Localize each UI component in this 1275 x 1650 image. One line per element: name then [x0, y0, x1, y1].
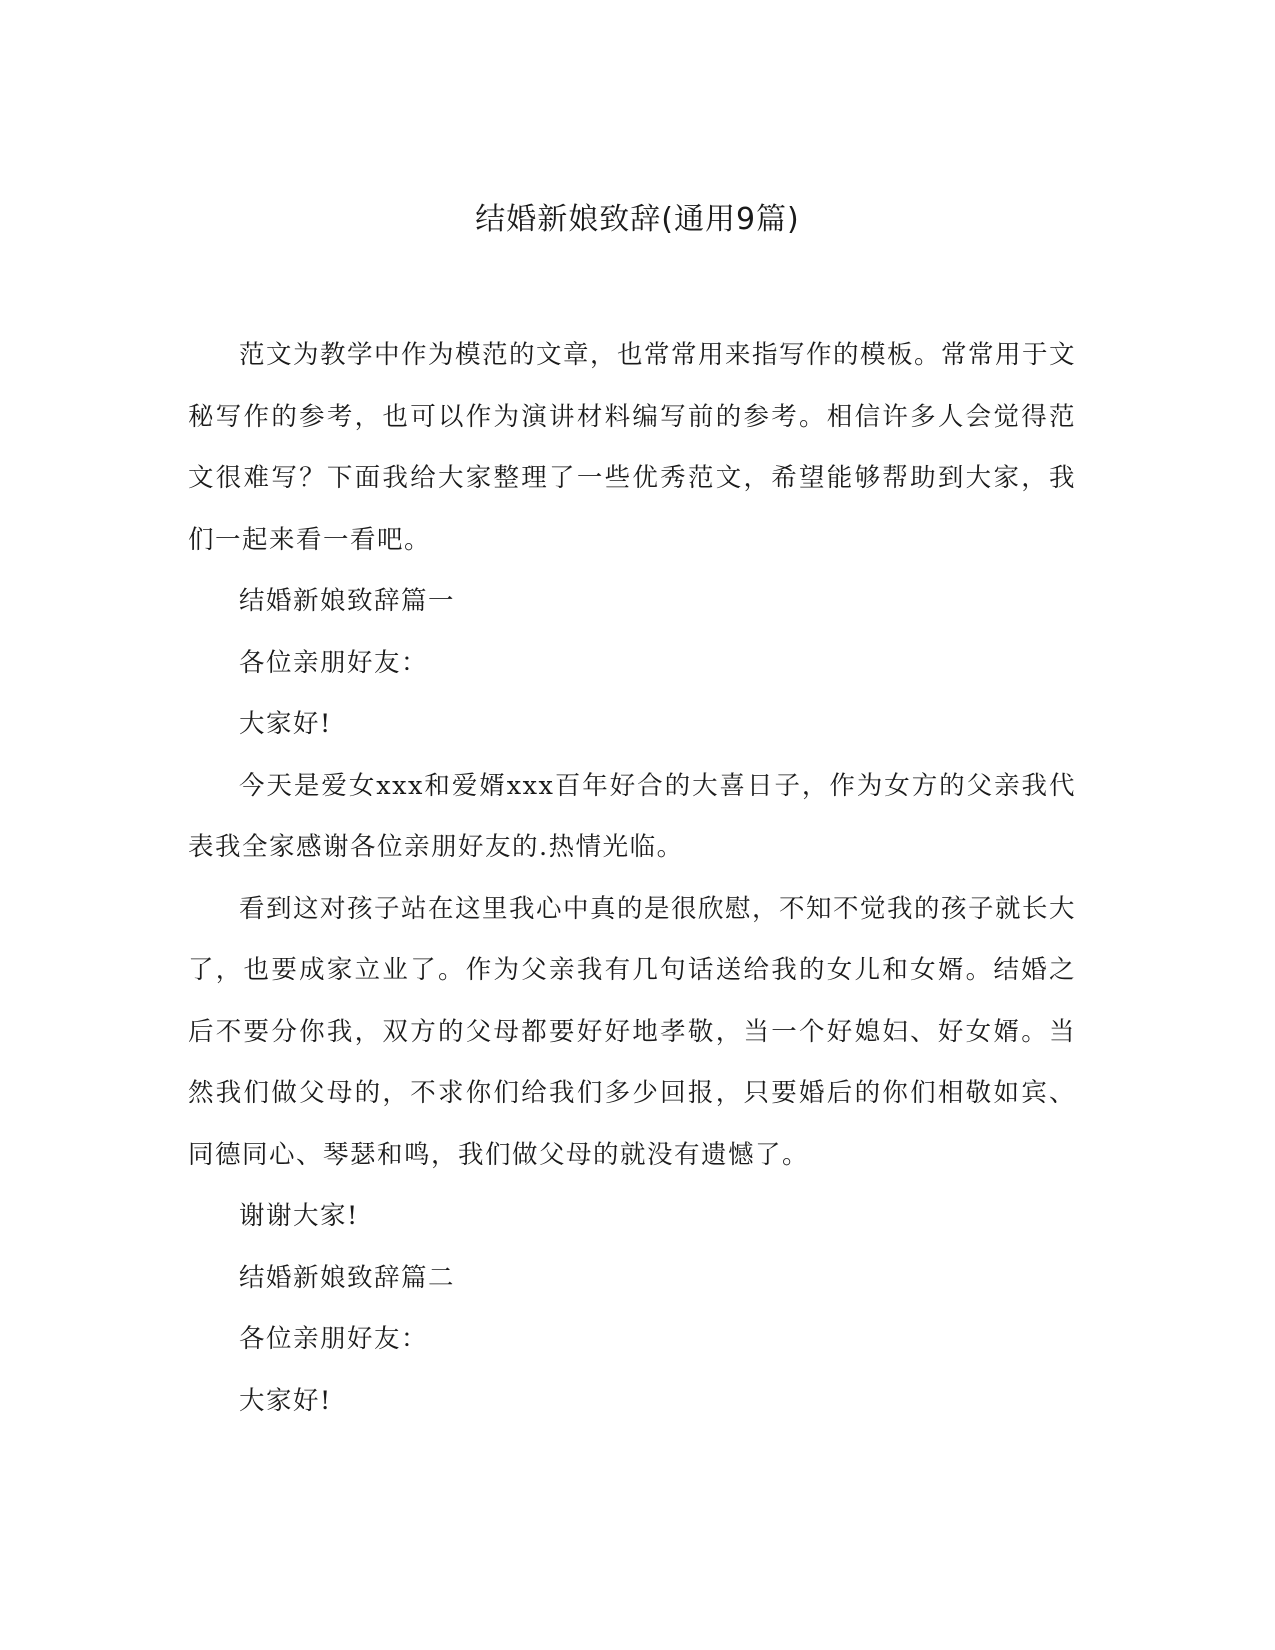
- closing: 谢谢大家!: [239, 1201, 359, 1231]
- body-paragraph: 今天是爱女xxx和爱婿xxx百年好合的大喜日子，作为女方的父亲我代表我全家感谢各位亲朋好友的.热情光临。: [188, 770, 1076, 862]
- salutation: 各位亲朋好友：: [239, 1324, 429, 1354]
- greeting: 大家好!: [239, 1385, 332, 1416]
- section-heading-1: 结婚新娘致辞篇一: [239, 586, 456, 616]
- document-body: [188, 325, 1076, 1432]
- document-title: 结婚新娘致辞(通用9篇): [475, 202, 800, 237]
- intro-paragraph: 范文为教学中作为模范的文章，也常常用来指写作的模板。常常用于文秘写作的参考，也可以作为演讲材料编写前的参考。相信许多人会觉得范文很难写？下面我给大家整理了一些优秀范文，希望能够帮助到大家，我们一起来看一看吧。: [188, 340, 1077, 555]
- salutation: 各位亲朋好友：: [239, 647, 429, 678]
- section-heading-2: 结婚新娘致辞篇二: [239, 1262, 456, 1293]
- greeting: 大家好!: [239, 709, 332, 739]
- body-paragraph: 看到这对孩子站在这里我心中真的是很欣慰，不知不觉我的孩子就长大了，也要成家立业了。作为父亲我有几句话送给我的女儿和女婿。结婚之后不要分你我，双方的父母都要好好地孝敬，当一个好媳妇、好女婿。当然我们做父母的，不求你们给我们多少回报，只要婚后的你们相敬如宾、同德同心、琴瑟和鸣，我们做父母的就没有遗憾了。: [188, 893, 1077, 1170]
